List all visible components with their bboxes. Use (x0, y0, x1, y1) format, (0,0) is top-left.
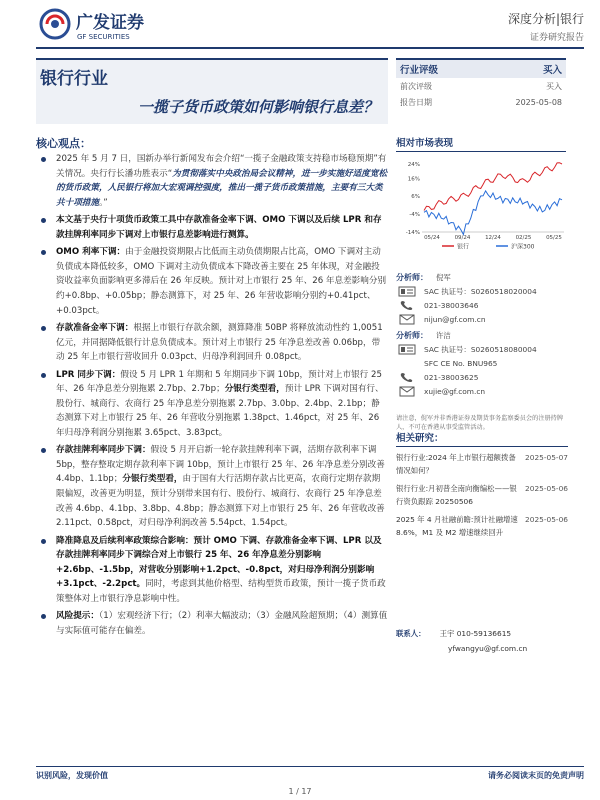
core-views-body (36, 152, 388, 641)
research-list (396, 451, 568, 539)
performance-chart (396, 158, 566, 254)
bullet-deposit-rate: 存款挂牌利率同步下调：假设 5 月开启新一轮存款挂牌利率下调，活期存款利率下调 5bp，整存整取定期存款利率下调 10bp，预计上市银行 25 年、26 年净息差分别改善 4.4bp、1.1bp；分银行类型看，由于国有大行活期存款占比更高，农商行定期存款期限偏短，改善更为明显，预计分别带来国有行、股份行、城商行、农商行 25 年净息差改善 4.6bp、4.1bp、3.8bp、4.8bp；静态测算下对上市银行 25 年、26 年营收改善 2.11pct、0.58pct，对归母净利润改善 5.54pct、1.54pct。 (36, 443, 388, 531)
rating-label: 行业评级 (400, 65, 439, 76)
bullet-combined: 降准降息及后续利率政策综合影响：预计 OMO 下调、存款准备金率下调、LPR 以及存款挂牌利率同步下调综合对上市银行 25 年、26 年净息差分别影响+2.6bp、-1.5bp，对营收分别影响+1.2pct、-0.8pct，对归母净利润分别影响+3.1pct、-2.2pct。同时，考虑到其他价格型、结构型货币政策，预计一揽子货币政策整体对上市银行净息影响中性。 (36, 534, 388, 607)
analyst-2-name-row (396, 328, 568, 342)
report-subtitle: 一揽子货币政策如何影响银行息差？ (137, 98, 378, 116)
analyst-1-name: 倪军 (436, 272, 451, 282)
analyst-block (396, 270, 568, 398)
gf-logo (38, 6, 168, 44)
report-date-row (396, 94, 566, 110)
contact-block (396, 626, 568, 656)
analyst-2-name: 许洁 (436, 330, 451, 340)
industry-title: 银行行业 (40, 69, 108, 89)
x-tick-label: 05/25 (546, 235, 562, 241)
rating-value: 买入 (542, 65, 562, 76)
analyst-2-phone: 021-38003625 (424, 372, 479, 382)
analyst-2-sfc-row (396, 356, 568, 370)
performance-chart-svg (396, 158, 566, 254)
related-research (396, 430, 568, 539)
rating-box (396, 58, 566, 110)
analyst-1-phone: 021-38003646 (424, 300, 479, 310)
page-number: 1 / 17 (288, 787, 312, 796)
analyst-2-phone-row (396, 370, 568, 384)
phone-icon (398, 300, 416, 311)
report-date-label: 报告日期 (400, 97, 432, 107)
analyst-2-license: SAC 执证号：S0260518080004 (424, 344, 537, 354)
analyst-2-role: 分析师： (396, 330, 428, 340)
report-category: 深度分析|银行 (507, 12, 584, 26)
analyst-1-phone-row (396, 298, 568, 312)
bullet-lpr: LPR 同步下调：假设 5 月 LPR 1 年期和 5 年期同步下调 10bp，预计对上市银行 25 年、26 年净息差分别拖累 2.7bp、2.7bp；分银行类型看，预计 LPR 下调对国有行、股份行、城商行、农商行 25 年净息差分别拖累 2.7bp、3.0bp、2.4bp、2.1bp；静态测算下对上市银行 25 年、26 年营收分别拖累 1.38pct、1.46pct，对 25 年、26 年归母净利润分别拖累 3.65pct、3.83pct。 (36, 368, 388, 441)
logo-text: 广发证券 (76, 13, 144, 33)
footer-disclaimer-note: 请务必阅读末页的免责声明 (488, 771, 584, 780)
x-tick-label: 02/25 (515, 235, 532, 241)
header-divider (36, 47, 584, 49)
legend-bank: 银行 (457, 243, 470, 251)
prev-rating-value: 买入 (546, 81, 562, 91)
prev-rating-label: 前次评级 (400, 81, 432, 91)
analyst-2-license-row (396, 342, 568, 356)
x-tick-label: 09/24 (454, 235, 471, 241)
header-meta (508, 10, 584, 43)
analyst-disclaimer: 请注意，倪军并非香港证券及期货事务监察委员会的注册持牌人，不可在香港从事受监管活动。 (396, 415, 564, 431)
phone-icon (398, 372, 416, 383)
analyst-1-email-row (396, 312, 568, 326)
rating-header (396, 58, 566, 78)
performance-title: 相对市场表现 (396, 135, 566, 152)
footer-divider (36, 766, 584, 767)
contact-name-phone: 王宇 010-59136615 (439, 629, 512, 638)
analyst-1-license-row (396, 284, 568, 298)
email-icon (398, 314, 416, 325)
research-item[interactable]: 银行行业:2024 年上市银行超额拨备情况如何？ 2025-05-07 (396, 453, 568, 475)
report-date-value: 2025-05-08 (515, 97, 562, 107)
contact-email[interactable]: yfwangyu@gf.com.cn (448, 644, 528, 653)
analyst-1-email[interactable]: nijun@gf.com.cn (424, 314, 486, 324)
y-tick-label: -4% (409, 212, 420, 219)
x-tick-label: 12/24 (485, 235, 501, 241)
legend-csi300: 沪深300 (511, 243, 535, 251)
analyst-1-name-row (396, 270, 568, 284)
analyst-2-email-row (396, 384, 568, 398)
bullet-scope: 本文基于央行十项货币政策工具中存款准备金率下调、OMO 下调以及后续 LPR 和存款挂牌利率同步下调对上市银行息差影响进行测算。 (36, 213, 388, 242)
y-tick-label: 24% (407, 162, 420, 168)
core-views-title: 核心观点： (36, 137, 91, 150)
y-tick-label: -14% (405, 230, 420, 236)
logo-sub: GF SECURITIES (77, 33, 130, 41)
research-item[interactable]: 银行行业:月初普全南向衡编松——银行资负跟踪 20250506 2025-05-06 (396, 484, 568, 506)
analyst-2-sfc: SFC CE No. BNU965 (424, 358, 498, 368)
bullet-rrr: 存款准备金率下调：根据上市银行存款余额，测算降准 50BP 将释放流动性约 1,0051 亿元，并同据降低银行计息负债成本。预计对上市银行 25 年净息差改善 0.06bp，带动 25 年上市银行营收回升 0.03pct、归母净利润回升 0.08pct。 (36, 321, 388, 365)
title-block (36, 58, 388, 124)
analyst-1-role: 分析师： (396, 272, 428, 282)
series-line-csi300 (424, 191, 562, 235)
research-item[interactable]: 2025 年 4 月社融前瞻:预计社融增速 8.6%，M1 及 M2 增速继续回升 2025-05-06 (396, 515, 568, 537)
footer-slogan: 识别风险，发现价值 (36, 771, 108, 780)
y-tick-label: 16% (407, 176, 420, 183)
analyst-2-email[interactable]: xujie@gf.com.cn (424, 386, 486, 396)
y-tick-label: 6% (411, 194, 420, 201)
report-type: 证券研究报告 (529, 33, 584, 43)
performance-section (396, 135, 566, 152)
id-card-icon (398, 286, 416, 297)
id-card-icon (398, 344, 416, 355)
email-icon (398, 386, 416, 397)
bullet-omo: OMO 利率下调：由于金融投资期限占比低而主动负债期限占比高，OMO 下调对主动负债成本降低较多，OMO 下调对主动负债成本下降改善主要在 25 年体现，对金融投资收益率负面影响更多滞后在 26 年反映。预计对上市银行 25 年、26 年息差影响分别约+0.8bp、+0.05bp；静态测算下，对 25 年、26 年营收影响分别约+0.41pct、+0.03pct。 (36, 245, 388, 318)
analyst-1-license: SAC 执证号：S0260518020004 (424, 286, 537, 296)
research-title: 相关研究： (396, 430, 568, 447)
contact-label: 联系人： (396, 629, 426, 638)
series-line-bank (424, 163, 562, 211)
bullet-risk: 风险提示：（1）宏观经济下行；（2）利率大幅波动；（3）金融风险超预期；（4）测算值与实际值可能存在偏差。 (36, 609, 388, 638)
bullet-press-conference: 2025 年 5 月 7 日，国新办举行新闻发布会介绍“一揽子金融政策支持稳市场稳预期”有关情况。央行行长潘功胜表示“为贯彻落实中央政治局会议精神，进一步实施好适度宽松的货币政策，人民银行将加大宏观调控强度，推出一揽子货币政策措施，主要有三大类共十项措施。” (36, 152, 388, 210)
x-tick-label: 05/24 (424, 235, 440, 241)
contact-row (396, 626, 568, 641)
prev-rating-row (396, 78, 566, 94)
